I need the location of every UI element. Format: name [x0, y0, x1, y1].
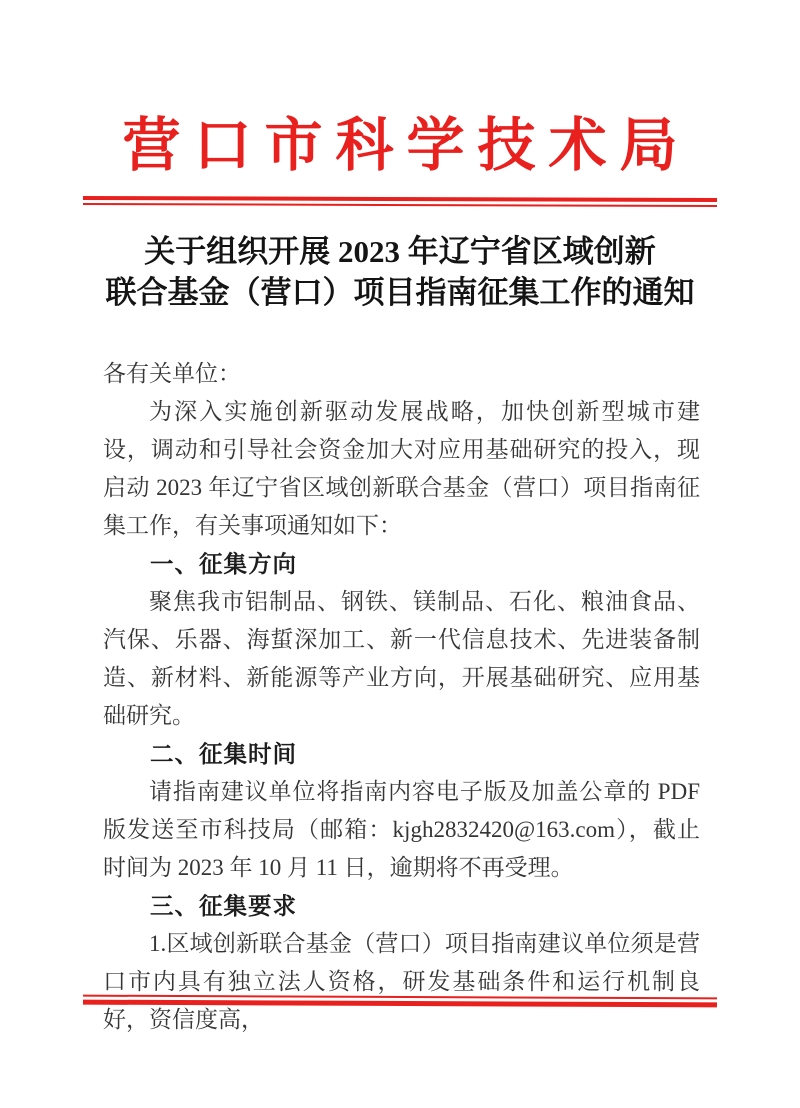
section-2-paragraph: 请指南建议单位将指南内容电子版及加盖公章的 PDF 版发送至市科技局（邮箱：kjgh2832420@163.com），截止时间为 2023 年 10 月 11 日，逾期将不再受理。 [103, 779, 700, 880]
section-1-paragraph: 聚焦我市铝制品、钢铁、镁制品、石化、粮油食品、汽保、乐器、海蜇深加工、新一代信息技术、先进装备制造、新材料、新能源等产业方向，开展基础研究、应用基础研究。 [103, 589, 700, 728]
section-2-heading: 二、征集时间 [150, 741, 297, 767]
salutation: 各有关单位： [103, 361, 241, 386]
section-3-heading: 三、征集要求 [150, 893, 297, 919]
document-title [60, 231, 740, 313]
document-title-line-1: 关于组织开展 2023 年辽宁省区域创新 [144, 234, 656, 269]
letterhead-title: 营口市科学技术局 [122, 113, 691, 178]
document-title-line-2: 联合基金（营口）项目指南征集工作的通知 [105, 275, 695, 310]
section-1-heading: 一、征集方向 [150, 551, 297, 577]
document-body [103, 355, 700, 1039]
section-3-paragraph: 1.区域创新联合基金（营口）项目指南建议单位须是营口市内具有独立法人资格，研发基础条件和运行机制良好，资信度高， [103, 931, 700, 1032]
letterhead-divider [83, 196, 717, 207]
intro-paragraph: 为深入实施创新驱动发展战略，加快创新型城市建设，调动和引导社会资金加大对应用基础研究的投入，现启动 2023 年辽宁省区域创新联合基金（营口）项目指南征集工作，有关事项通知如下： [103, 399, 700, 538]
